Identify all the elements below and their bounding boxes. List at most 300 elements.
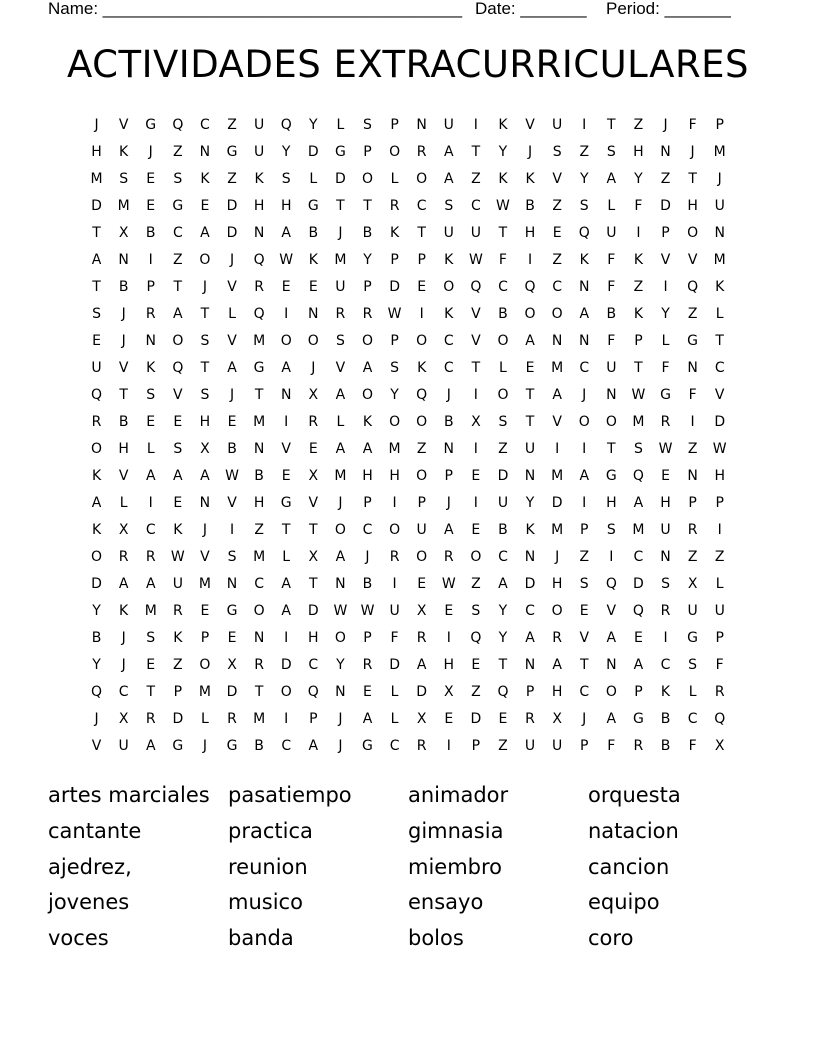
grid-letter: C — [579, 360, 590, 376]
grid-letter: C — [281, 738, 292, 754]
grid-letter: V — [552, 171, 562, 187]
grid-letter: I — [717, 522, 722, 538]
grid-letter: Z — [498, 441, 508, 457]
grid-letter: I — [392, 576, 397, 592]
grid-letter: K — [389, 225, 400, 241]
grid-letter: N — [118, 252, 129, 268]
word-bank-item: ensayo — [408, 890, 484, 915]
grid-letter: I — [609, 549, 614, 565]
grid-letter: S — [633, 441, 643, 457]
grid-letter: P — [580, 522, 589, 538]
grid-letter: G — [632, 711, 644, 727]
grid-letter: I — [690, 414, 695, 430]
grid-letter: C — [498, 279, 508, 295]
grid-letter: D — [551, 495, 563, 511]
grid-letter: J — [202, 738, 207, 754]
grid-letter: O — [334, 522, 346, 538]
grid-letter: O — [416, 549, 428, 565]
grid-letter: E — [200, 198, 210, 214]
grid-letter: N — [578, 279, 590, 295]
grid-letter: A — [443, 144, 454, 160]
grid-letter: B — [525, 198, 535, 214]
grid-letter: R — [552, 630, 562, 646]
grid-letter: Z — [687, 549, 698, 565]
grid-letter: D — [389, 279, 400, 295]
grid-letter: J — [121, 657, 126, 673]
grid-letter: N — [226, 576, 238, 592]
grid-letter: G — [172, 738, 184, 754]
grid-letter: A — [118, 576, 129, 592]
grid-letter: V — [525, 117, 535, 133]
grid-letter: H — [199, 414, 211, 430]
grid-letter: J — [229, 252, 235, 268]
grid-letter: Z — [687, 441, 698, 457]
grid-letter: D — [660, 198, 671, 214]
grid-letter: O — [389, 414, 401, 430]
grid-letter: T — [336, 198, 345, 214]
grid-letter: Q — [172, 360, 184, 376]
grid-letter: P — [525, 684, 535, 700]
grid-letter: Z — [687, 306, 698, 322]
grid-letter: J — [582, 387, 587, 403]
grid-letter: F — [498, 252, 507, 268]
grid-letter: J — [338, 495, 343, 511]
word-bank-item: practica — [228, 818, 313, 843]
grid-letter: P — [363, 495, 372, 511]
grid-letter: H — [362, 468, 373, 484]
grid-letter: P — [688, 495, 697, 511]
grid-letter: V — [714, 387, 725, 403]
grid-letter: K — [498, 117, 508, 133]
grid-letter: Z — [633, 117, 644, 133]
grid-letter: A — [308, 738, 319, 754]
grid-letter: O — [524, 306, 536, 322]
grid-letter: W — [441, 576, 456, 592]
grid-letter: X — [416, 603, 427, 619]
grid-letter: Y — [498, 630, 508, 646]
grid-letter: Y — [336, 657, 345, 673]
grid-letter: U — [524, 441, 536, 457]
grid-row — [83, 274, 734, 301]
grid-letter: A — [579, 306, 590, 322]
grid-letter: E — [579, 603, 589, 619]
grid-letter: T — [146, 684, 156, 700]
grid-letter: P — [634, 684, 643, 700]
grid-letter: E — [227, 630, 237, 646]
grid-letter: L — [715, 306, 724, 322]
grid-letter: R — [145, 711, 156, 727]
grid-letter: U — [91, 360, 102, 376]
grid-letter: A — [145, 468, 156, 484]
grid-letter: V — [227, 495, 237, 511]
grid-letter: P — [309, 711, 318, 727]
grid-letter: L — [228, 306, 236, 322]
grid-letter: I — [148, 495, 153, 511]
grid-letter: P — [363, 630, 372, 646]
grid-letter: I — [582, 441, 587, 457]
grid-letter: U — [172, 576, 183, 592]
grid-letter: E — [92, 333, 101, 349]
grid-letter: T — [92, 279, 101, 295]
grid-letter: N — [687, 468, 698, 484]
grid-letter: S — [606, 522, 616, 538]
grid-letter: T — [417, 225, 426, 241]
grid-letter: U — [606, 225, 617, 241]
grid-letter: A — [362, 441, 373, 457]
grid-letter: D — [91, 576, 102, 592]
grid-letter: S — [227, 549, 237, 565]
grid-letter: R — [660, 414, 671, 430]
grid-letter: I — [582, 495, 587, 511]
grid-letter: I — [663, 279, 668, 295]
grid-letter: J — [121, 306, 126, 322]
grid-letter: C — [443, 333, 454, 349]
grid-letter: N — [280, 387, 292, 403]
grid-letter: I — [473, 495, 478, 511]
grid-letter: L — [336, 117, 345, 133]
grid-letter: J — [446, 495, 451, 511]
grid-letter: H — [253, 198, 265, 214]
grid-letter: T — [200, 306, 210, 322]
grid-letter: S — [146, 387, 156, 403]
grid-letter: T — [363, 198, 372, 214]
grid-letter: O — [470, 549, 482, 565]
name-field-label: Name: ______________________________________ — [48, 0, 463, 18]
grid-letter: W — [468, 252, 483, 268]
grid-letter: T — [92, 225, 101, 241]
grid-letter: N — [253, 225, 265, 241]
grid-letter: Q — [605, 576, 617, 592]
grid-letter: W — [333, 603, 348, 619]
grid-letter: A — [606, 630, 617, 646]
grid-letter: A — [552, 387, 562, 403]
grid-letter: D — [226, 225, 238, 241]
grid-letter: X — [416, 711, 427, 727]
grid-letter: L — [146, 441, 155, 457]
grid-letter: N — [253, 630, 265, 646]
grid-letter: A — [281, 576, 291, 592]
grid-letter: W — [387, 306, 402, 322]
grid-letter: J — [717, 171, 722, 187]
grid-letter: J — [121, 630, 126, 646]
grid-letter: E — [146, 171, 156, 187]
grid-letter: C — [145, 522, 156, 538]
grid-letter: U — [416, 522, 427, 538]
grid-letter: F — [688, 387, 697, 403]
grid-letter: N — [714, 225, 725, 241]
grid-letter: E — [661, 468, 670, 484]
grid-letter: N — [606, 387, 617, 403]
grid-letter: E — [146, 414, 156, 430]
grid-letter: N — [199, 495, 211, 511]
grid-letter: E — [471, 657, 481, 673]
grid-letter: E — [308, 279, 318, 295]
grid-row — [83, 220, 734, 247]
grid-letter: M — [253, 333, 266, 349]
letter-grid — [83, 112, 734, 760]
grid-letter: N — [443, 441, 454, 457]
grid-letter: T — [498, 657, 508, 673]
grid-letter: S — [173, 441, 183, 457]
grid-letter: S — [281, 171, 291, 187]
grid-letter: M — [198, 684, 211, 700]
grid-letter: O — [605, 684, 617, 700]
grid-letter: W — [712, 441, 727, 457]
grid-letter: R — [660, 603, 671, 619]
grid-letter: P — [146, 279, 155, 295]
grid-letter: A — [335, 549, 346, 565]
grid-row — [83, 733, 734, 760]
grid-letter: T — [498, 225, 508, 241]
grid-letter: A — [606, 711, 617, 727]
grid-letter: N — [524, 549, 536, 565]
grid-letter: P — [715, 117, 724, 133]
word-bank-item: banda — [228, 926, 294, 951]
grid-letter: Z — [173, 657, 183, 673]
grid-letter: P — [390, 117, 399, 133]
grid-letter: B — [91, 630, 102, 646]
grid-letter: T — [254, 684, 264, 700]
grid-letter: C — [118, 684, 129, 700]
grid-letter: S — [606, 144, 616, 160]
grid-letter: Q — [632, 468, 644, 484]
grid-letter: V — [579, 630, 590, 646]
grid-letter: F — [607, 333, 616, 349]
grid-letter: Q — [307, 684, 319, 700]
grid-letter: T — [471, 360, 481, 376]
word-bank-item: cancion — [588, 854, 670, 879]
grid-letter: J — [446, 387, 451, 403]
grid-letter: P — [471, 738, 481, 754]
grid-letter: Q — [280, 117, 292, 133]
grid-letter: A — [525, 630, 535, 646]
grid-letter: R — [389, 549, 400, 565]
grid-letter: T — [688, 171, 697, 187]
grid-letter: G — [687, 630, 699, 646]
grid-letter: R — [145, 306, 156, 322]
grid-letter: S — [92, 306, 101, 322]
grid-letter: H — [633, 144, 644, 160]
grid-letter: P — [715, 495, 724, 511]
grid-letter: L — [688, 684, 697, 700]
grid-letter: Q — [91, 684, 103, 700]
grid-letter: O — [172, 333, 184, 349]
grid-letter: C — [687, 711, 698, 727]
grid-letter: Q — [91, 387, 103, 403]
grid-letter: R — [118, 549, 129, 565]
grid-letter: T — [119, 387, 128, 403]
grid-letter: U — [470, 225, 481, 241]
grid-letter: K — [633, 306, 644, 322]
grid-letter: O — [389, 522, 401, 538]
grid-letter: A — [416, 657, 427, 673]
grid-letter: A — [606, 171, 617, 187]
grid-letter: A — [525, 333, 535, 349]
grid-row — [83, 490, 734, 517]
grid-letter: C — [362, 522, 373, 538]
grid-letter: X — [308, 549, 319, 565]
grid-letter: W — [170, 549, 185, 565]
grid-letter: K — [119, 603, 129, 619]
grid-letter: E — [146, 657, 156, 673]
grid-letter: K — [173, 630, 183, 646]
grid-letter: S — [335, 333, 345, 349]
grid-letter: L — [390, 684, 399, 700]
grid-letter: V — [281, 441, 291, 457]
grid-letter: M — [551, 522, 564, 538]
word-bank — [48, 777, 768, 956]
grid-letter: Z — [714, 549, 725, 565]
grid-letter: Y — [281, 144, 291, 160]
grid-letter: U — [687, 603, 698, 619]
grid-letter: Z — [633, 279, 644, 295]
grid-letter: A — [335, 441, 346, 457]
grid-letter: K — [417, 360, 427, 376]
grid-letter: N — [335, 576, 346, 592]
grid-letter: Z — [498, 738, 508, 754]
grid-letter: Y — [92, 657, 101, 673]
grid-letter: Y — [498, 144, 508, 160]
grid-letter: G — [145, 117, 157, 133]
grid-row — [83, 517, 734, 544]
grid-letter: U — [335, 279, 346, 295]
grid-letter: N — [199, 144, 211, 160]
grid-letter: G — [226, 738, 238, 754]
grid-letter: K — [715, 279, 725, 295]
grid-letter: W — [631, 387, 646, 403]
grid-letter: A — [362, 360, 373, 376]
grid-letter: Q — [470, 279, 482, 295]
grid-letter: K — [660, 684, 671, 700]
grid-letter: S — [661, 576, 670, 592]
grid-letter: G — [687, 333, 699, 349]
grid-letter: P — [417, 252, 426, 268]
grid-letter: Z — [173, 144, 183, 160]
grid-letter: U — [118, 738, 129, 754]
grid-letter: R — [687, 522, 698, 538]
grid-letter: A — [552, 657, 562, 673]
grid-letter: G — [307, 198, 319, 214]
grid-letter: K — [119, 144, 129, 160]
grid-letter: K — [525, 171, 535, 187]
word-bank-column — [408, 777, 588, 956]
grid-letter: B — [498, 522, 508, 538]
grid-letter: F — [634, 198, 643, 214]
grid-letter: C — [308, 657, 319, 673]
grid-letter: V — [118, 117, 129, 133]
grid-row — [83, 139, 734, 166]
grid-letter: N — [660, 144, 671, 160]
grid-letter: O — [361, 333, 373, 349]
grid-letter: Y — [661, 306, 670, 322]
grid-letter: U — [552, 738, 563, 754]
grid-letter: O — [361, 387, 373, 403]
grid-letter: G — [334, 144, 346, 160]
word-bank-item: orquesta — [588, 783, 681, 807]
grid-letter: L — [119, 495, 128, 511]
grid-letter: O — [416, 171, 428, 187]
grid-letter: A — [173, 306, 183, 322]
grid-letter: N — [660, 549, 671, 565]
grid-letter: U — [253, 117, 265, 133]
grid-letter: A — [633, 657, 644, 673]
grid-letter: J — [338, 711, 343, 727]
grid-letter: G — [362, 738, 373, 754]
word-bank-item: pasatiempo — [228, 783, 352, 807]
grid-letter: Q — [172, 117, 184, 133]
grid-letter: Z — [254, 522, 264, 538]
grid-letter: Z — [227, 171, 237, 187]
grid-letter: C — [470, 198, 481, 214]
grid-letter: A — [200, 225, 210, 241]
grid-letter: B — [362, 576, 373, 592]
grid-letter: U — [552, 117, 563, 133]
grid-letter: T — [309, 522, 318, 538]
grid-letter: I — [663, 630, 668, 646]
grid-letter: P — [444, 468, 453, 484]
grid-letter: J — [690, 144, 695, 160]
grid-letter: A — [281, 603, 291, 619]
grid-letter: Z — [227, 117, 237, 133]
grid-letter: A — [145, 576, 156, 592]
grid-letter: X — [118, 225, 129, 241]
grid-letter: K — [525, 522, 535, 538]
grid-letter: F — [607, 252, 616, 268]
grid-letter: M — [632, 414, 645, 430]
grid-letter: A — [443, 171, 454, 187]
grid-letter: Z — [552, 252, 562, 268]
grid-letter: A — [173, 468, 183, 484]
grid-letter: I — [636, 225, 641, 241]
grid-letter: D — [307, 603, 319, 619]
grid-letter: X — [552, 711, 562, 727]
grid-letter: D — [226, 684, 238, 700]
grid-letter: P — [363, 279, 372, 295]
grid-letter: C — [443, 360, 454, 376]
grid-letter: O — [443, 279, 455, 295]
grid-letter: C — [498, 549, 508, 565]
grid-letter: J — [582, 711, 587, 727]
grid-letter: T — [254, 387, 264, 403]
grid-letter: V — [471, 333, 481, 349]
grid-letter: T — [607, 117, 616, 133]
grid-letter: O — [91, 549, 103, 565]
grid-letter: C — [552, 279, 563, 295]
grid-letter: T — [634, 360, 643, 376]
grid-letter: I — [392, 495, 397, 511]
grid-letter: V — [606, 603, 617, 619]
grid-letter: R — [362, 306, 373, 322]
grid-letter: I — [473, 441, 478, 457]
grid-letter: Y — [634, 171, 643, 187]
grid-letter: V — [660, 252, 671, 268]
grid-letter: A — [200, 468, 210, 484]
grid-letter: Q — [497, 684, 509, 700]
grid-letter: O — [416, 468, 428, 484]
grid-letter: R — [416, 630, 427, 646]
grid-letter: J — [229, 387, 235, 403]
grid-letter: E — [633, 630, 643, 646]
grid-letter: C — [254, 576, 264, 592]
grid-row — [83, 598, 734, 625]
grid-letter: B — [443, 414, 454, 430]
grid-letter: P — [634, 333, 643, 349]
puzzle-title: ACTIVIDADES EXTRACURRICULARES — [66, 43, 750, 86]
grid-letter: M — [551, 360, 564, 376]
grid-letter: G — [253, 360, 265, 376]
grid-row — [83, 679, 734, 706]
grid-letter: A — [579, 468, 590, 484]
